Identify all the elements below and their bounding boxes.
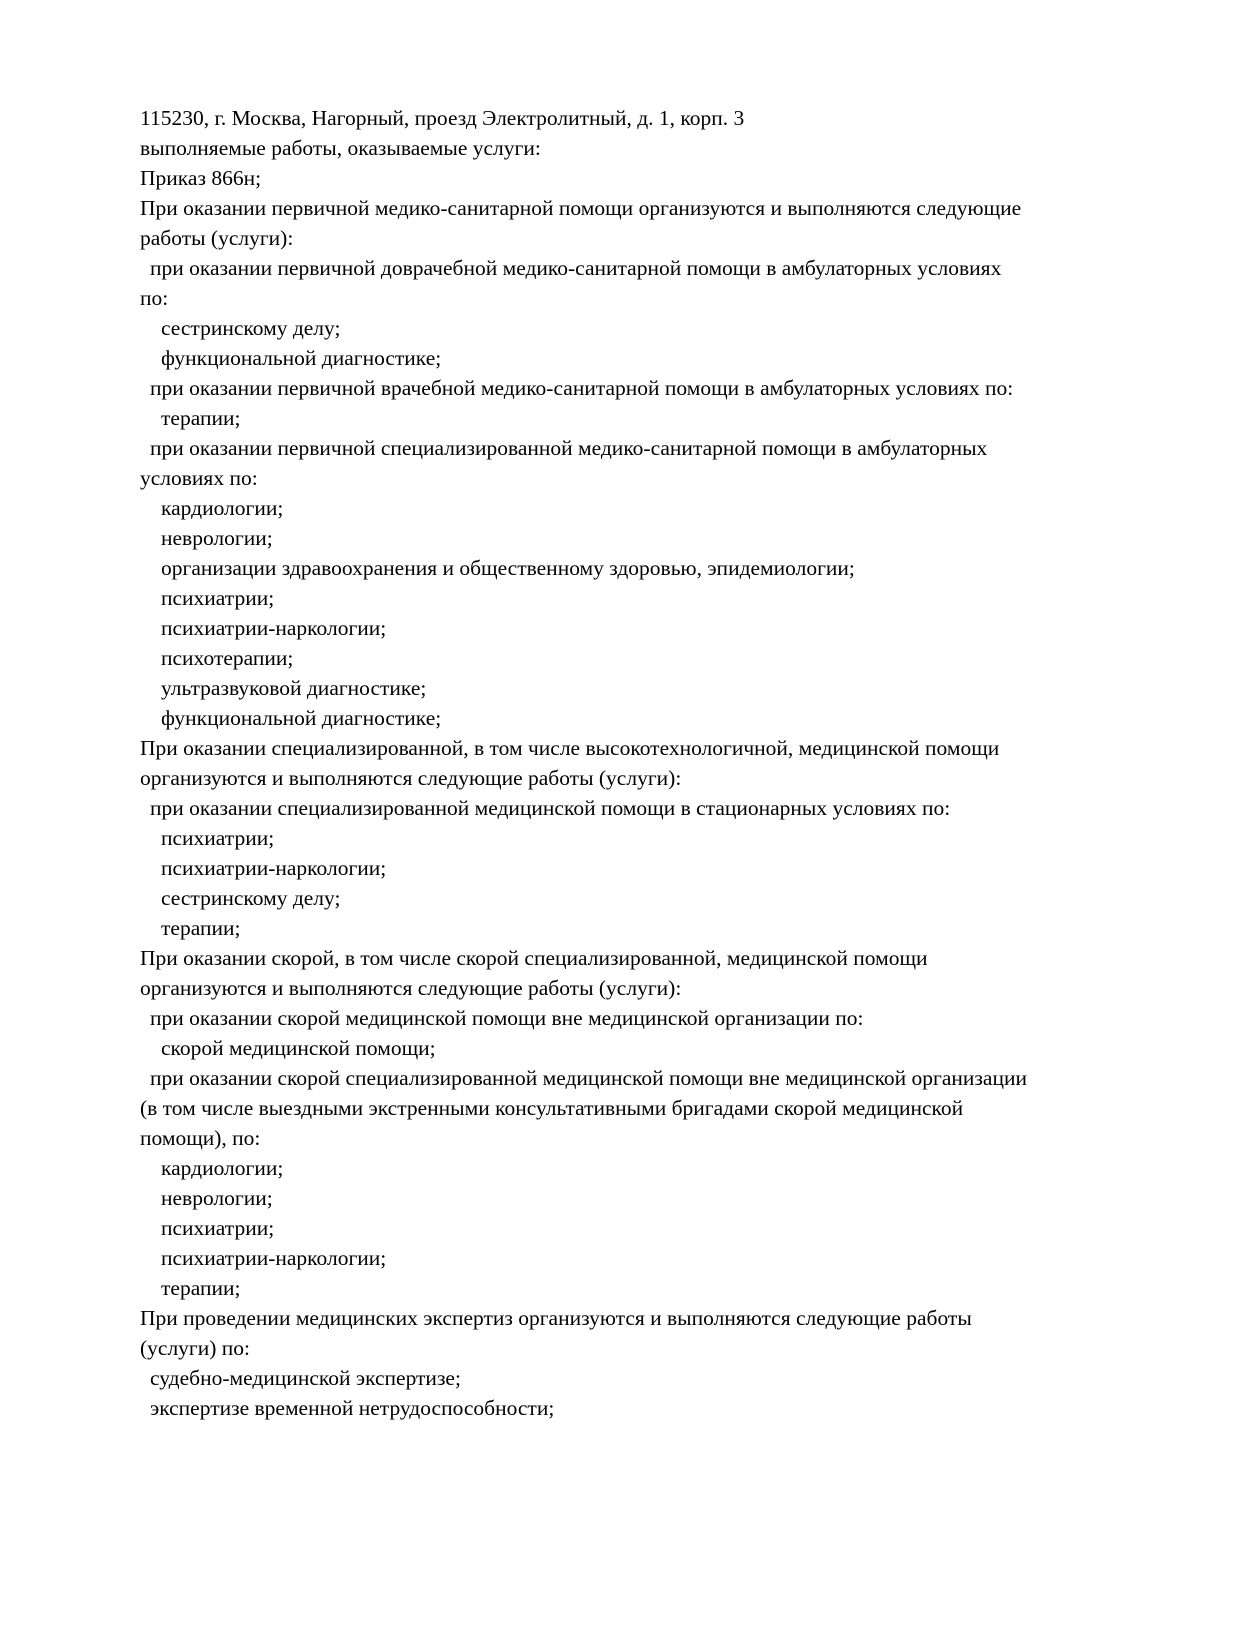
text-line: кардиологии; [161,1156,284,1180]
text-line: при оказании специализированной медицинской помощи в стационарных условиях по: [150,796,951,820]
text-line: терапии; [161,406,241,430]
text-line: психиатрии; [161,826,275,850]
text-line: При оказании специализированной, в том числе высокотехнологичной, медицинской помощи [140,736,1000,760]
text-line: при оказании первичной специализированной медико-санитарной помощи в амбулаторных [150,436,988,460]
text-line: сестринскому делу; [161,886,341,910]
text-line: при оказании скорой специализированной медицинской помощи вне медицинской организации [150,1066,1027,1090]
text-line: При оказании первичной медико-санитарной помощи организуются и выполняются следующие [140,196,1022,220]
text-line: психиатрии-наркологии; [161,856,387,880]
text-line: при оказании первичной доврачебной медико-санитарной помощи в амбулаторных условиях [150,256,1002,280]
text-line: терапии; [161,916,241,940]
text-line: 115230, г. Москва, Нагорный, проезд Электролитный, д. 1, корп. 3 [140,106,745,130]
text-line: выполняемые работы, оказываемые услуги: [140,136,541,160]
text-line: (услуги) по: [140,1336,251,1360]
text-line: кардиологии; [161,496,284,520]
document-text [140,103,1210,1423]
text-line: скорой медицинской помощи; [161,1036,436,1060]
text-line: терапии; [161,1276,241,1300]
text-line: условиях по: [140,466,258,490]
text-line: работы (услуги): [140,226,294,250]
text-line: При оказании скорой, в том числе скорой специализированной, медицинской помощи [140,946,928,970]
text-line: психиатрии-наркологии; [161,616,387,640]
text-line: организуются и выполняются следующие работы (услуги): [140,766,682,790]
text-line: ультразвуковой диагностике; [161,676,427,700]
text-line: организуются и выполняются следующие работы (услуги): [140,976,682,1000]
text-line: неврологии; [161,1186,273,1210]
text-line: При проведении медицинских экспертиз организуются и выполняются следующие работы [140,1306,972,1330]
text-line: неврологии; [161,526,273,550]
text-line: по: [140,286,169,310]
text-line: организации здравоохранения и общественному здоровью, эпидемиологии; [161,556,855,580]
text-line: (в том числе выездными экстренными консультативными бригадами скорой медицинской [140,1096,964,1120]
text-line: психотерапии; [161,646,294,670]
text-line: помощи), по: [140,1126,261,1150]
text-line: психиатрии; [161,1216,275,1240]
text-line: функциональной диагностике; [161,346,442,370]
text-line: экспертизе временной нетрудоспособности; [150,1396,555,1420]
text-line: Приказ 866н; [140,166,262,190]
text-line: при оказании скорой медицинской помощи вне медицинской организации по: [150,1006,864,1030]
text-line: сестринскому делу; [161,316,341,340]
text-line: при оказании первичной врачебной медико-санитарной помощи в амбулаторных условиях по: [150,376,1014,400]
text-line: судебно-медицинской экспертизе; [150,1366,461,1390]
text-line: психиатрии; [161,586,275,610]
text-line: функциональной диагностике; [161,706,442,730]
text-line: психиатрии-наркологии; [161,1246,387,1270]
